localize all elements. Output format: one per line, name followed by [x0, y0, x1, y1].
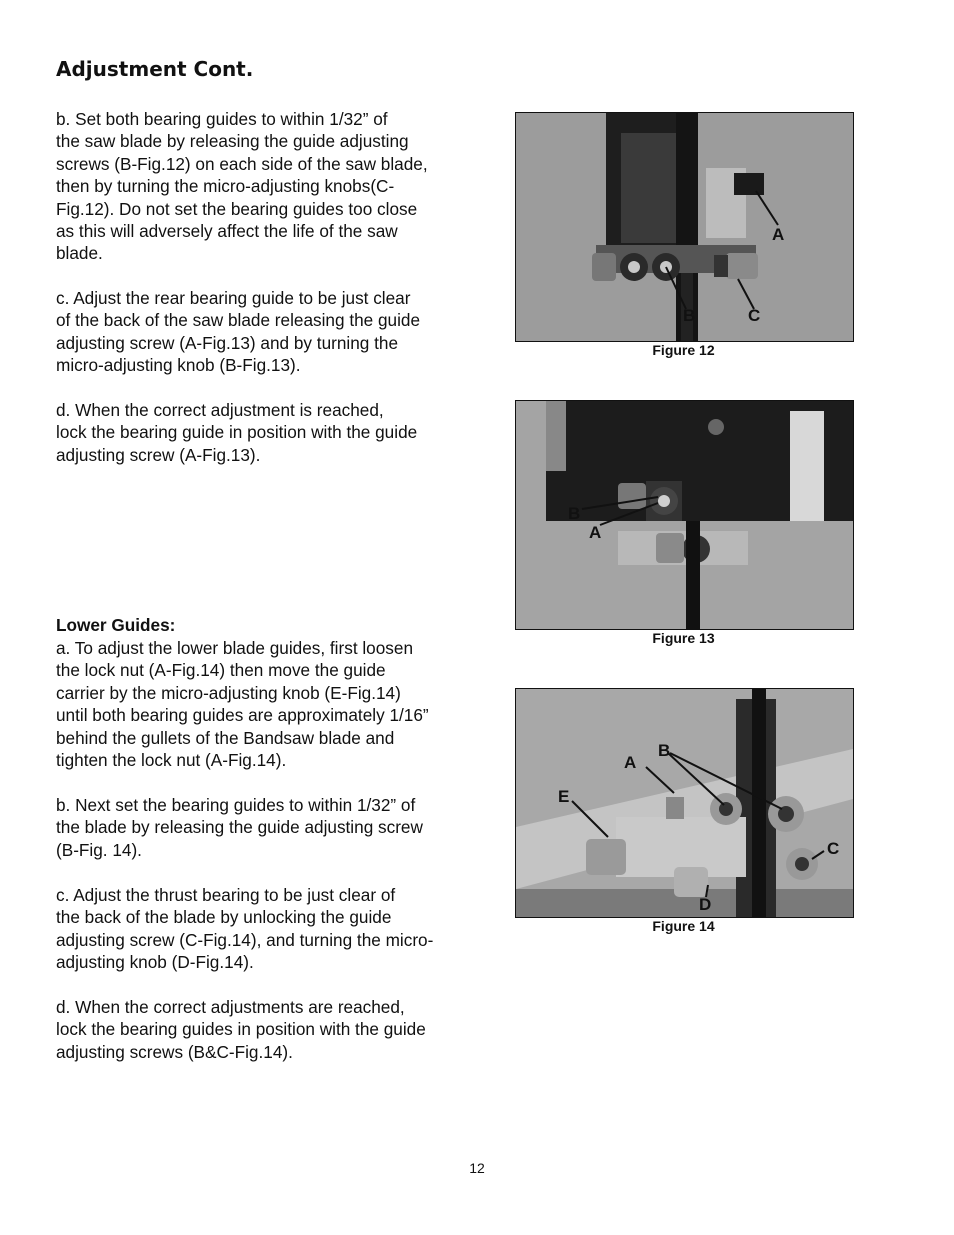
text-line: behind the gullets of the Bandsaw blade and	[56, 727, 395, 748]
para-upper-d	[56, 399, 476, 466]
page-heading: Adjustment Cont.	[56, 57, 254, 81]
fig14-label-e: E	[558, 787, 570, 806]
para-upper-b	[56, 108, 476, 265]
figure-13-caption: Figure 13	[652, 630, 715, 646]
para-lower-b	[56, 794, 476, 861]
figure-13-photo	[515, 400, 854, 630]
figure-14-photo	[515, 688, 854, 918]
text-line: d. When the correct adjustments are reached,	[56, 997, 405, 1017]
text-line: a. To adjust the lower blade guides, first loosen	[56, 638, 414, 658]
text-line: Fig.12). Do not set the bearing guides too close	[56, 198, 418, 219]
fig14-label-d: D	[699, 895, 712, 914]
figure-12-photo	[515, 112, 854, 342]
text-line: micro-adjusting knob (B-Fig.13).	[56, 355, 301, 376]
fig14-label-c: C	[827, 839, 840, 858]
text-line: b. Next set the bearing guides to within 1/32” of	[56, 795, 416, 815]
fig13-label-b: B	[568, 504, 581, 523]
text-line: adjusting screw (A-Fig.13) and by turning the	[56, 332, 399, 353]
rear-guide-photo	[516, 401, 853, 629]
figure-12-caption: Figure 12	[652, 342, 715, 358]
text-line: blade.	[56, 243, 103, 264]
para-lower-a	[56, 637, 476, 771]
text-line: adjusting knob (D-Fig.14).	[56, 952, 254, 973]
fig14-label-b: B	[658, 741, 671, 760]
text-line: adjusting screw (C-Fig.14), and turning the micro-	[56, 929, 434, 950]
text-line: tighten the lock nut (A-Fig.14).	[56, 750, 287, 771]
text-line: c. Adjust the thrust bearing to be just clear of	[56, 885, 396, 905]
figure-14-caption: Figure 14	[652, 918, 715, 934]
text-line: (B-Fig. 14).	[56, 839, 142, 860]
text-line: then by turning the micro-adjusting knobs(C-	[56, 176, 395, 197]
text-line: d. When the correct adjustment is reached,	[56, 400, 384, 420]
lower-guides-heading: Lower Guides:	[56, 615, 176, 635]
text-line: of the back of the saw blade releasing the guide	[56, 310, 421, 331]
para-upper-c	[56, 287, 476, 377]
text-line: b. Set both bearing guides to within 1/32” of	[56, 109, 388, 129]
text-line: screws (B-Fig.12) on each side of the saw blade,	[56, 153, 428, 174]
text-line: adjusting screws (B&C-Fig.14).	[56, 1041, 293, 1062]
text-line: c. Adjust the rear bearing guide to be just clear	[56, 288, 411, 308]
para-lower-d	[56, 996, 476, 1063]
text-line: the blade by releasing the guide adjusting screw	[56, 817, 423, 838]
text-line: carrier by the micro-adjusting knob (E-Fig.14)	[56, 682, 401, 703]
fig13-label-a: A	[589, 523, 602, 542]
text-line: the back of the blade by unlocking the guide	[56, 907, 392, 928]
text-line: lock the bearing guides in position with the guide	[56, 1019, 426, 1040]
text-line: the saw blade by releasing the guide adjusting	[56, 131, 409, 152]
text-line: adjusting screw (A-Fig.13).	[56, 444, 261, 465]
page-number: 12	[469, 1160, 485, 1176]
fig12-label-a: A	[772, 225, 785, 244]
text-line: the lock nut (A-Fig.14) then move the guide	[56, 660, 386, 681]
fig12-label-b: B	[683, 306, 696, 325]
fig12-label-c: C	[748, 306, 761, 325]
para-lower-c	[56, 884, 476, 974]
text-line: until both bearing guides are approximately 1/16”	[56, 705, 429, 726]
fig14-label-a: A	[624, 753, 637, 772]
text-line: lock the bearing guide in position with the guide	[56, 422, 418, 443]
text-line: as this will adversely affect the life of the saw	[56, 221, 398, 242]
